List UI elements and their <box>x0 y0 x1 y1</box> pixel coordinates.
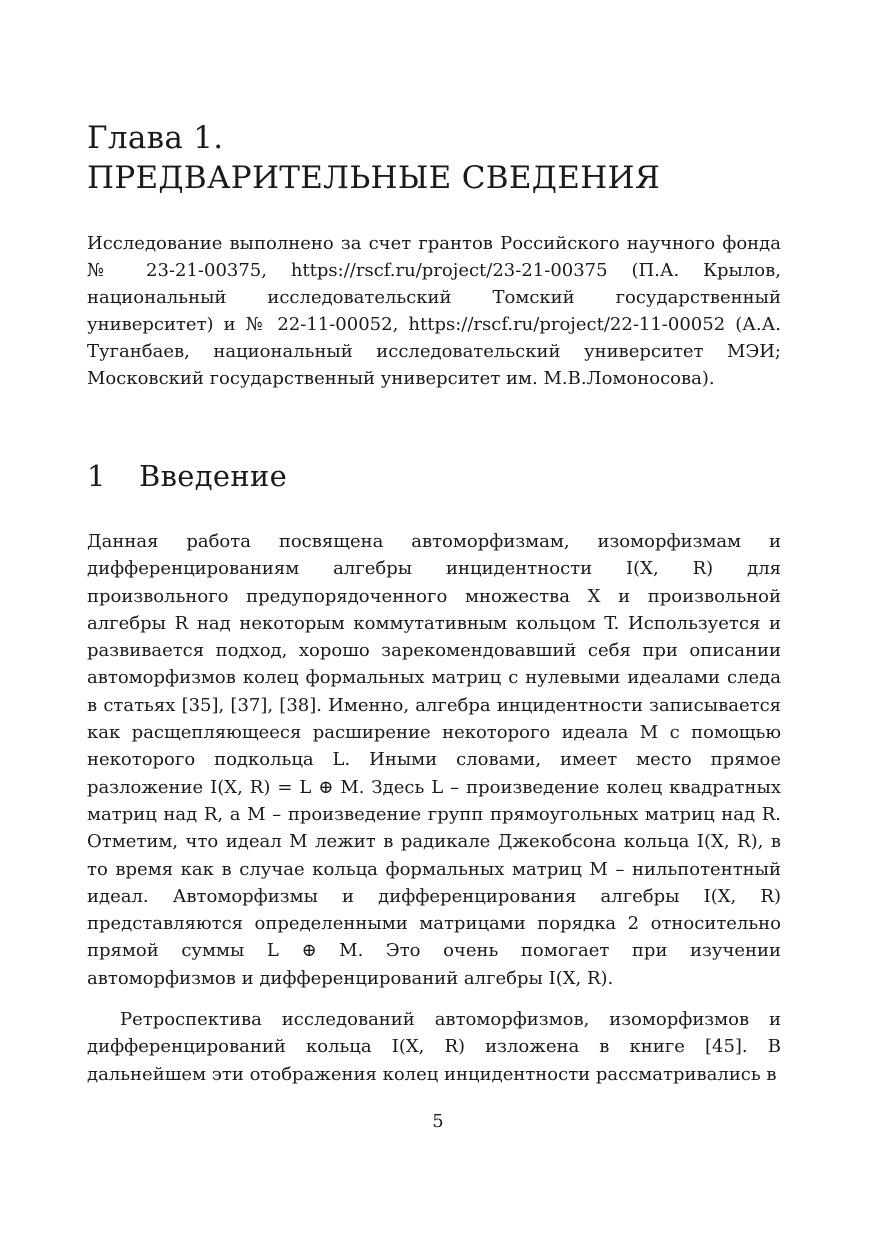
introduction-paragraph-1: Данная работа посвящена автоморфизмам, изоморфизмам и дифференцированиям алгебры инцидентности I(X, R) для произвольного предупорядоченного множества X и произвольной алгебры R над некоторым коммутативным кольцом T. Используется и развивается подход, хорошо зарекомендовавший себя при описании автоморфизмов колец формальных матриц с нулевыми идеалами следа в статьях [35], [37], [38]. Именно, алгебра инцидентности записывается как расщепляющееся расширение некоторого идеала M с помощью некоторого подкольца L. Иными словами, имеет место прямое разложение I(X, R) = L ⊕ M. Здесь L – произведение колец квадратных матриц над R, а M – произведение групп прямоугольных матриц над R. Отметим, что идеал M лежит в радикале Джекобсона кольца I(X, R), в то время как в случае кольца формальных матриц M – нильпотентный идеал. Автоморфизмы и дифференцирования алгебры I(X, R) представляются определенными матрицами порядка 2 относительно прямой суммы L ⊕ M. Это очень помогает при изучении автоморфизмов и дифференцирований алгебры I(X, R). <box>87 531 781 989</box>
page-content <box>87 118 781 1085</box>
grant-acknowledgement: Исследование выполнено за счет грантов Российского научного фонда № 23-21-00375, https://rscf.ru/project/23-21-00375 (П.А. Крылов, национальный исследовательский Томский государственный университет) и № 22-11-00052, https://rscf.ru/project/22-11-00052 (А.А. Туганбаев, национальный исследовательский университет МЭИ; Московский государственный университет им. М.В.Ломоносова). <box>87 233 781 389</box>
section-heading <box>87 456 287 496</box>
section-title: Введение <box>139 459 288 493</box>
page-number: 5 <box>432 1111 444 1132</box>
chapter-label: Глава 1. <box>87 120 224 156</box>
chapter-title <box>87 118 781 198</box>
section-number: 1 <box>87 459 106 493</box>
chapter-name: ПРЕДВАРИТЕЛЬНЫЕ СВЕДЕНИЯ <box>87 160 661 196</box>
introduction-paragraph-2: Ретроспектива исследований автоморфизмов, изоморфизмов и дифференцирований кольца I(X, R) изложена в книге [45]. В дальнейшем эти отображения колец инцидентности рассматривались в <box>87 1009 781 1085</box>
